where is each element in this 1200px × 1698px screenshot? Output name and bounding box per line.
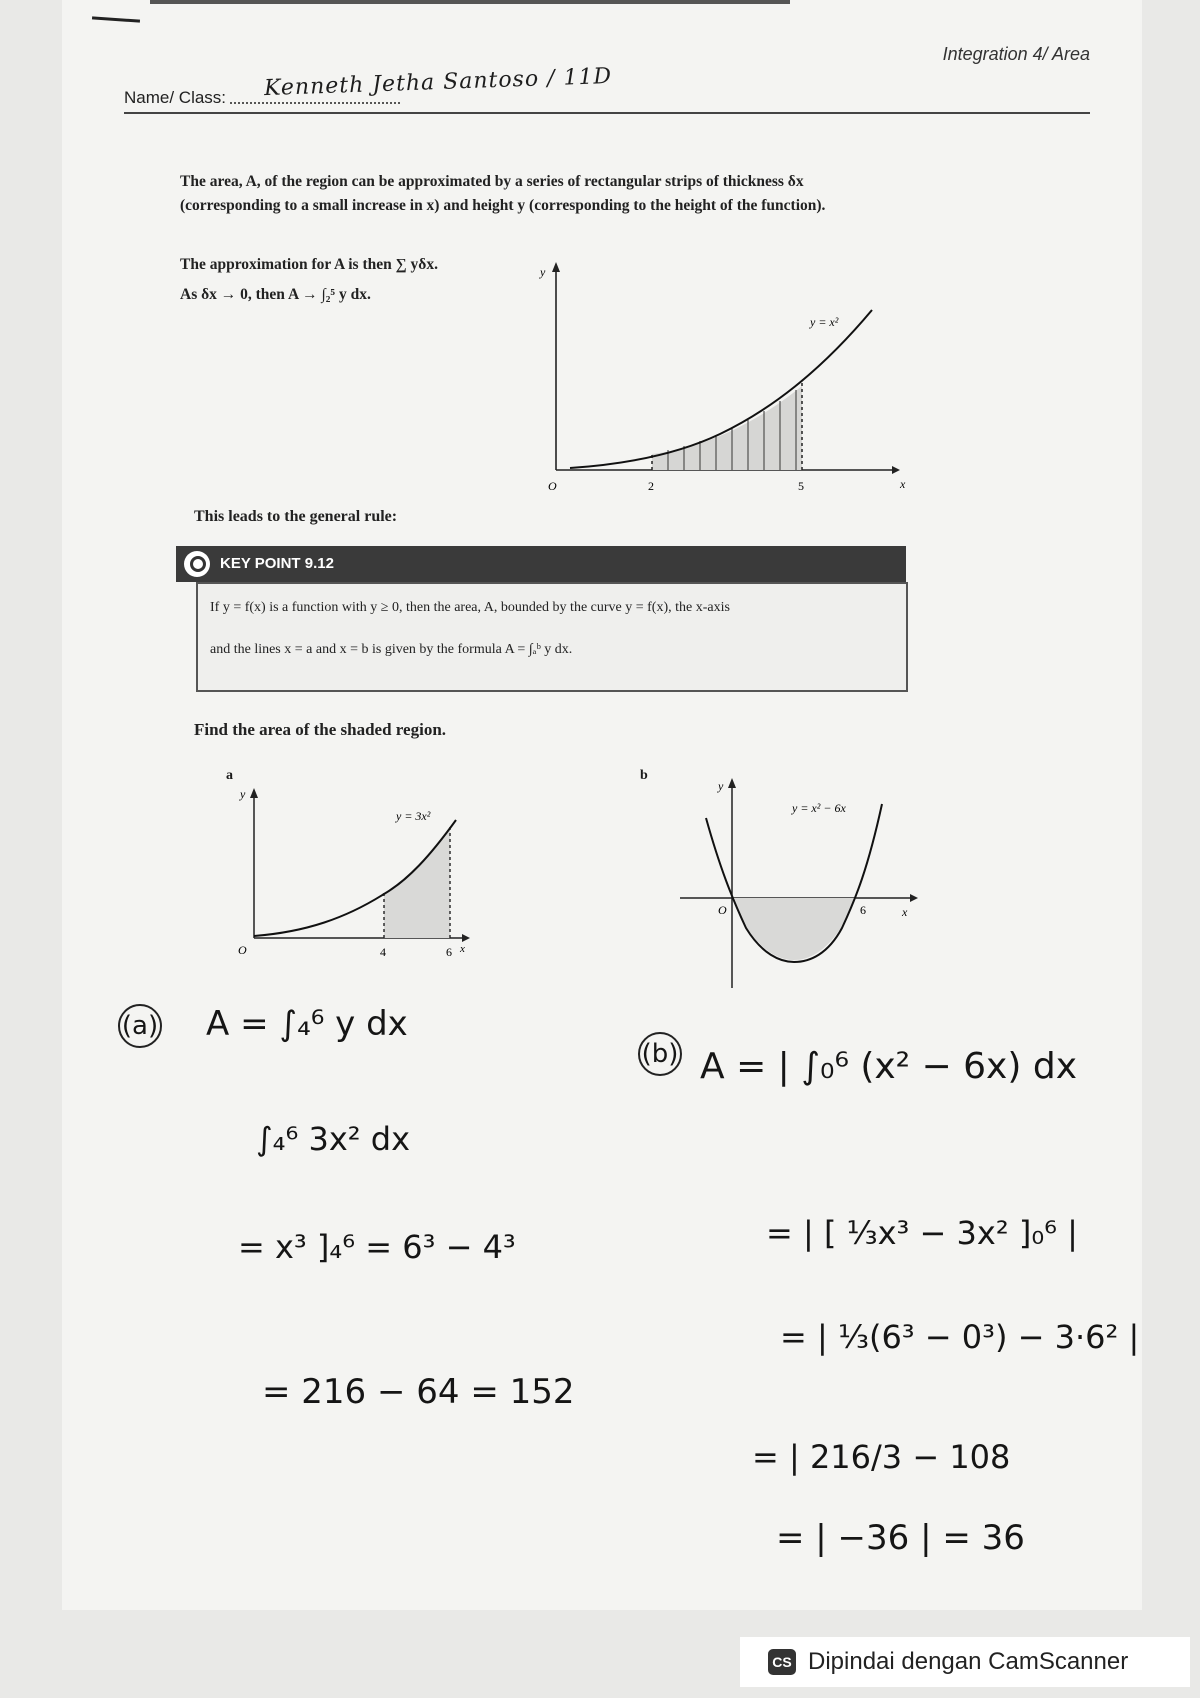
graph-b-tick-6: 6 (860, 903, 866, 917)
intro-y-axis-label: y (540, 265, 546, 279)
graph-b-x-axis: x (902, 905, 908, 919)
intro-tick-2: 2 (648, 479, 654, 493)
magnifier-icon (184, 551, 210, 577)
camscanner-text: Dipindai dengan CamScanner (808, 1648, 1129, 1675)
camscanner-logo-icon: CS (768, 1649, 796, 1675)
work-b-line-2: = | [ ⅓x³ − 3x² ]₀⁶ | (766, 1214, 1078, 1252)
camscanner-watermark (740, 1637, 1190, 1687)
page-top-border (150, 0, 790, 4)
graph-b-origin: O (718, 903, 727, 917)
part-b-label: b (640, 768, 648, 783)
name-dotted-line (230, 102, 400, 104)
work-b-line-1: A = | ∫₀⁶ (x² − 6x) dx (700, 1046, 1077, 1087)
work-a-line-3: = x³ ]₄⁶ = 6³ − 4³ (238, 1228, 516, 1266)
general-rule-text: This leads to the general rule: (194, 508, 398, 525)
graph-a-y-axis: y (240, 787, 246, 801)
question-prompt: Find the area of the shaded region. (194, 720, 447, 739)
work-a-line-2: ∫₄⁶ 3x² dx (256, 1120, 411, 1158)
scanned-page (62, 0, 1142, 1610)
graph-a-origin: O (238, 943, 247, 957)
shaded-region-a (384, 828, 450, 938)
limit-line: As δx → 0, then A → ∫₂⁵ y dx. (180, 286, 371, 303)
graph-b (676, 778, 926, 998)
graph-a-x-axis: x (460, 943, 465, 955)
shaded-region-b (732, 898, 856, 960)
graph-a-tick-6: 6 (446, 945, 452, 959)
intro-graph (520, 258, 910, 508)
work-a-line-1: A = ∫₄⁶ y dx (206, 1004, 408, 1044)
key-point-title: KEY POINT 9.12 (220, 555, 334, 572)
key-point-line-2: and the lines x = a and x = b is given by the formula A = ∫ₐᵇ y dx. (210, 642, 573, 657)
graph-a-tick-4: 4 (380, 945, 386, 959)
approximation-text (180, 250, 438, 310)
intro-curve-label: y = x² (810, 315, 839, 329)
key-point-line-1: If y = f(x) is a function with y ≥ 0, then the area, A, bounded by the curve y = f(x), the x-axis (210, 600, 730, 615)
name-class-row (124, 63, 1090, 114)
intro-tick-5: 5 (798, 479, 804, 493)
intro-x-axis-label: x (900, 477, 906, 491)
part-a-label: a (226, 768, 233, 783)
key-point-box (196, 582, 908, 692)
work-a-line-4: = 216 − 64 = 152 (262, 1372, 575, 1412)
approximation-line: The approximation for A is then ∑ yδx. (180, 256, 438, 273)
work-b-label: (b) (638, 1032, 682, 1076)
key-point-header (176, 546, 906, 582)
graph-a (236, 786, 476, 966)
intro-paragraph: The area, A, of the region can be approximated by a series of rectangular strips of thickness δx (corresponding to a small increase in x) and height y (corresponding to the height of the function). (180, 173, 826, 214)
graph-b-y-axis: y (718, 779, 724, 793)
section-title: Integration 4/ Area (942, 44, 1090, 64)
graph-b-curve-label: y = x² − 6x (792, 801, 846, 815)
intro-origin: O (548, 479, 557, 493)
work-a-label: (a) (118, 1004, 162, 1048)
work-b-line-5: = | −36 | = 36 (776, 1518, 1025, 1558)
name-label: Name/ Class: (124, 88, 227, 107)
graph-a-curve-label: y = 3x² (396, 809, 431, 823)
work-b-line-3: = | ⅓(6³ − 0³) − 3·6² | (780, 1318, 1140, 1356)
work-b-line-4: = | 216/3 − 108 (752, 1438, 1011, 1476)
handwritten-name: Kenneth Jetha Santoso / 11D (263, 63, 613, 102)
